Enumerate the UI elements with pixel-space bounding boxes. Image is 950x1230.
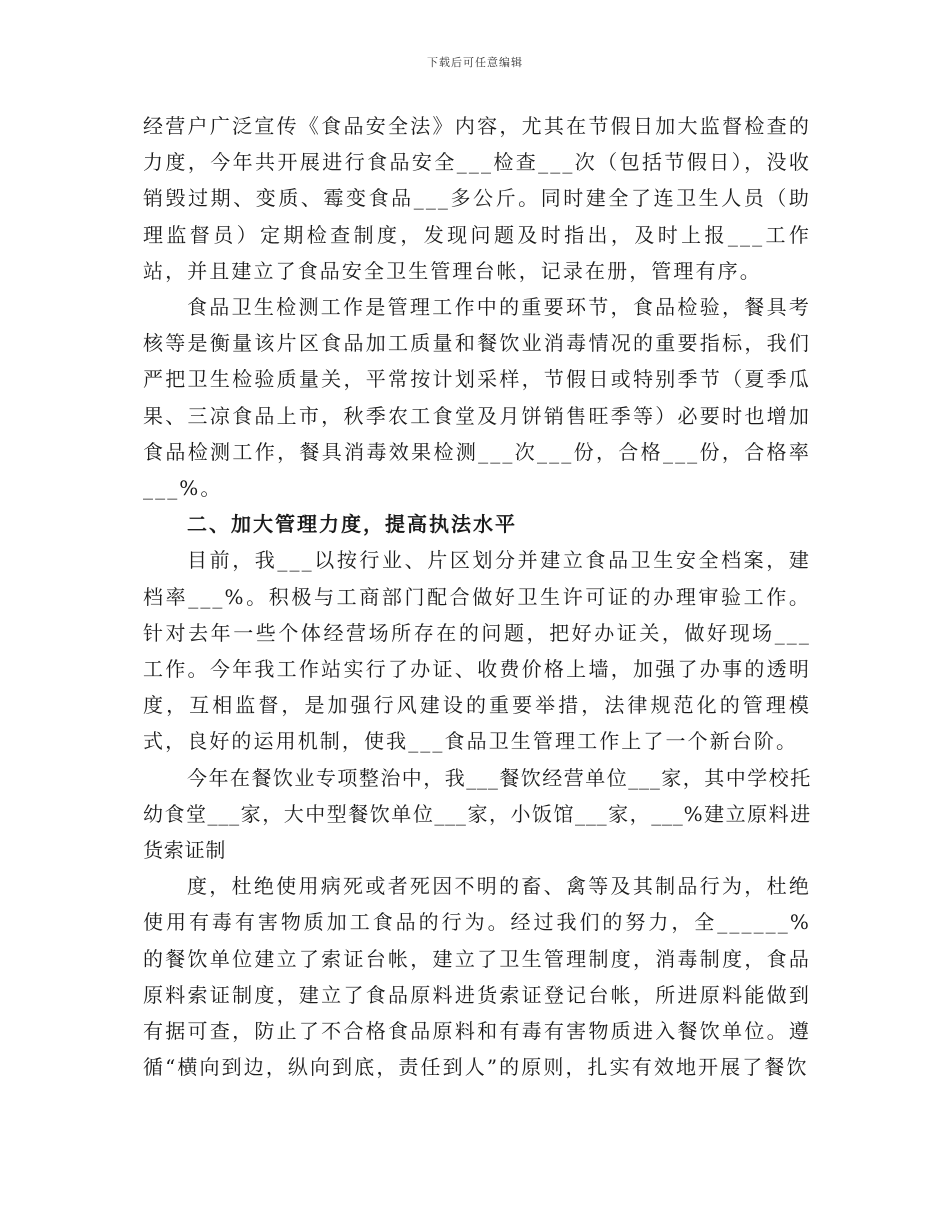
paragraph-catering-rectification: 今年在餐饮业专项整治中，我___餐饮经营单位___家，其中学校托幼食堂___家，大中型餐饮单位___家，小饭馆___家，___%建立原料进货索证制 bbox=[143, 765, 811, 863]
paragraph-continuation: 经营户广泛宣传《食品安全法》内容，尤其在节假日加大监督检查的力度，今年共开展进行食品安全___检查___次（包括节假日），没收销毁过期、变质、霉变食品___多公斤。同时建全了连卫生人员（助理监督员）定期检查制度，发现问题及时指出，及时上报___工作站，并且建立了食品安全卫生管理台帐，记录在册，管理有序。 bbox=[143, 114, 811, 283]
paragraph-certificate-system: 度，杜绝使用病死或者死因不明的畜、禽等及其制品行为，杜绝使用有毒有害物质加工食品的行为。经过我们的努力，全______%的餐饮单位建立了索证台帐，建立了卫生管理制度，消毒制度，食品原料索证制度，建立了食品原料进货索证登记台帐，所进原料能做到有据可查，防止了不合格食品原料和有毒有害物质进入餐饮单位。遵循“横向到边，纵向到底，责任到人”的原则，扎实有效地开展了餐饮 bbox=[143, 874, 811, 1080]
document-body bbox=[143, 108, 811, 1085]
section-heading: 二、加大管理力度，提高执法水平 bbox=[187, 512, 517, 537]
page-header: 下载后可任意编辑 bbox=[427, 56, 523, 69]
paragraph-management: 目前，我___以按行业、片区划分并建立食品卫生安全档案，建档率___%。积极与工商部门配合做好卫生许可证的办理审验工作。针对去年一些个体经营场所存在的问题，把好办证关，做好现场___工作。今年我工作站实行了办证、收费价格上墙，加强了办事的透明度，互相监督，是加强行风建设的重要举措，法律规范化的管理模式，良好的运用机制，使我___食品卫生管理工作上了一个新台阶。 bbox=[143, 548, 811, 754]
paragraph-food-testing: 食品卫生检测工作是管理工作中的重要环节，食品检验，餐具考核等是衡量该片区食品加工质量和餐饮业消毒情况的重要指标，我们严把卫生检验质量关，平常按计划采样，节假日或特别季节（夏季瓜果、三凉食品上市，秋季农工食堂及月饼销售旺季等）必要时也增加食品检测工作，餐具消毒效果检测___次___份，合格___份，合格率___%。 bbox=[143, 295, 811, 501]
